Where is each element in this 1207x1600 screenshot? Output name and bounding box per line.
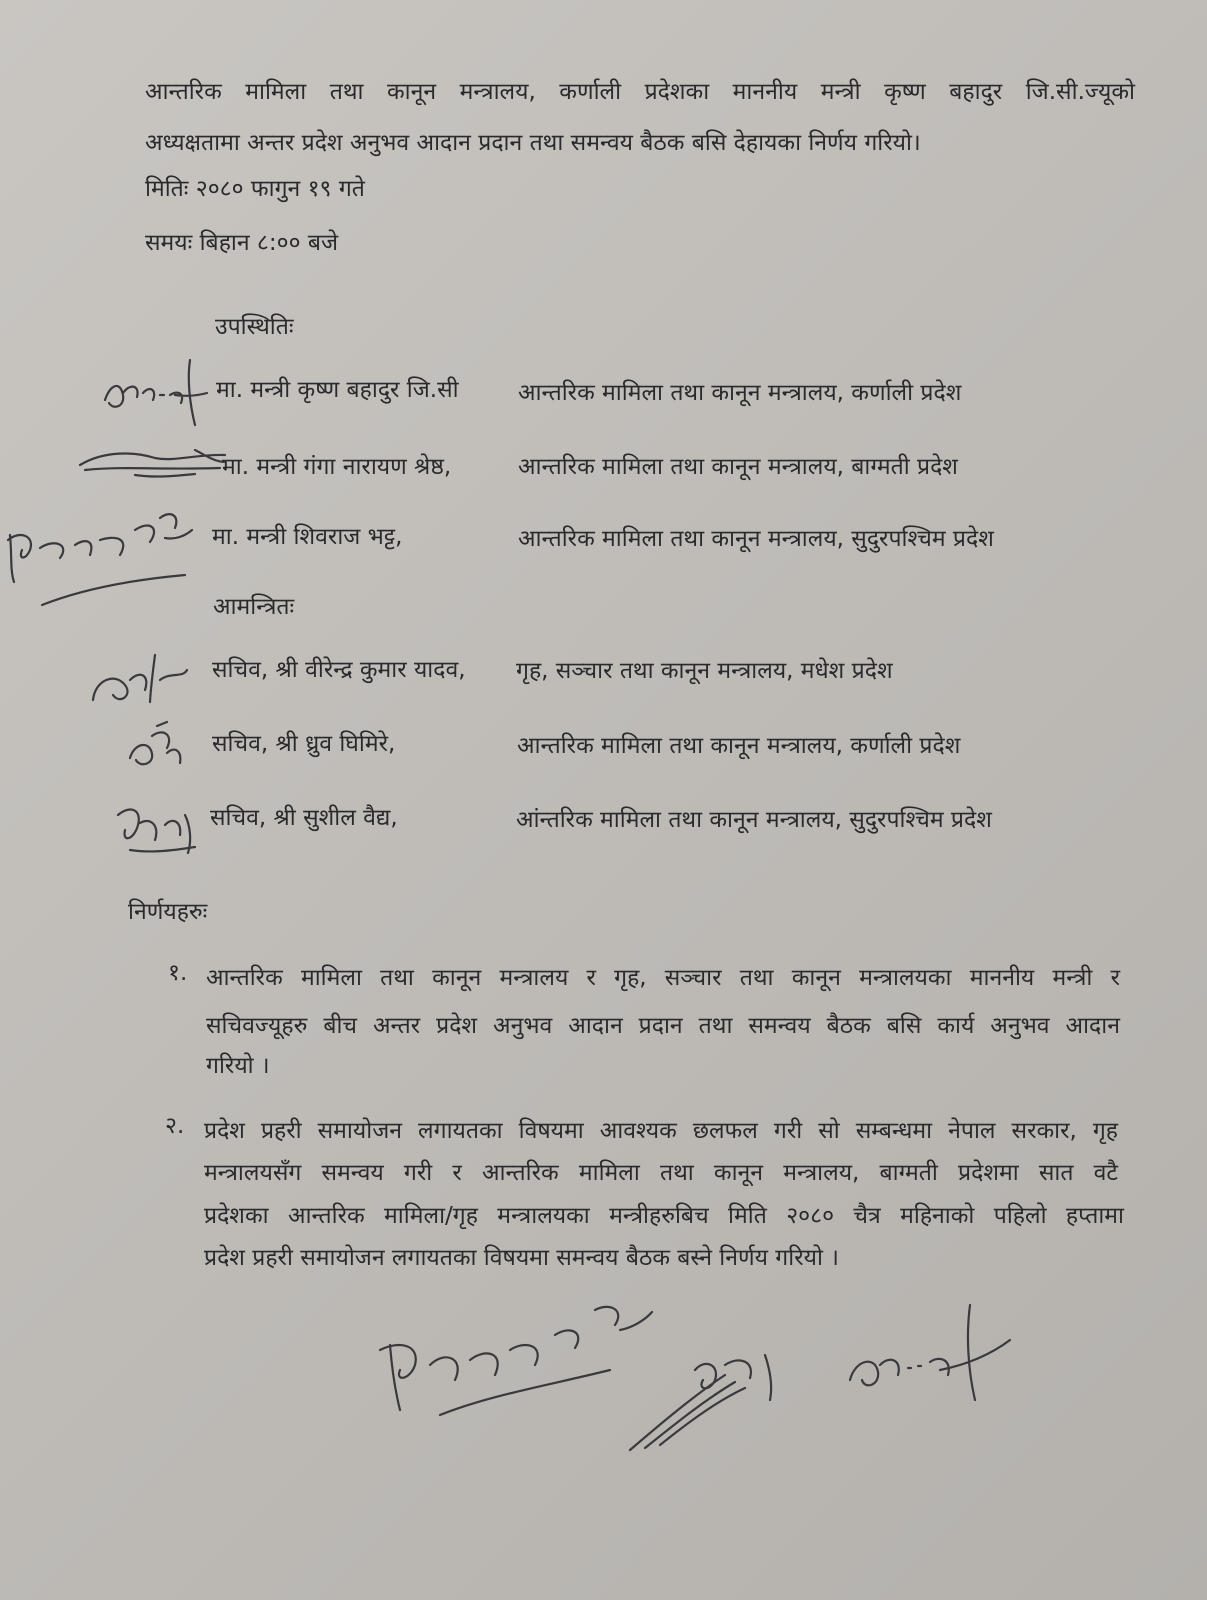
signature-bottom-middle bbox=[625, 1340, 785, 1460]
attendee-office: आन्तरिक मामिला तथा कानून मन्त्रालय, बाग्मती प्रदेश bbox=[518, 454, 958, 480]
attendee-name: मा. मन्त्री कृष्ण बहादुर जि.सी bbox=[216, 377, 459, 403]
invitee-name: सचिव, श्री वीरेन्द्र कुमार यादव, bbox=[212, 657, 466, 683]
decision-line: प्रदेशका आन्तरिक मामिला/गृह मन्त्रालयका मन्त्रीहरुबिच मिति २०८० चैत्र महिनाको पहिलो हप्तामा bbox=[204, 1203, 1124, 1229]
decision-number: १. bbox=[168, 960, 188, 986]
signature-bottom-right bbox=[840, 1300, 1020, 1410]
meeting-date: मितिः २०८० फागुन १९ गते bbox=[145, 176, 365, 202]
decision-number: २. bbox=[165, 1113, 185, 1139]
decision-line: मन्त्रालयसँग समन्वय गरी र आन्तरिक मामिला तथा कानून मन्त्रालय, बाग्मती प्रदेशमा सात वटै bbox=[204, 1160, 1118, 1186]
invited-heading: आमन्त्रितः bbox=[213, 594, 295, 620]
attendee-name: मा. मन्त्री गंगा नारायण श्रेष्ठ, bbox=[222, 454, 452, 480]
decision-line: सचिवज्यूहरु बीच अन्तर प्रदेश अनुभव आदान प्रदान तथा समन्वय बैठक बसि कार्य अनुभव आदान bbox=[206, 1013, 1120, 1039]
attendance-heading: उपस्थितिः bbox=[215, 314, 294, 340]
signature-sushil bbox=[110, 795, 205, 860]
decision-line: प्रदेश प्रहरी समायोजन लगायतका विषयमा समन्वय बैठक बस्ने निर्णय गरियो । bbox=[204, 1245, 839, 1271]
invitee-name: सचिव, श्री ध्रुव घिमिरे, bbox=[212, 731, 396, 757]
decision-line: प्रदेश प्रहरी समायोजन लगायतका विषयमा आवश्यक छलफल गरी सो सम्बन्धमा नेपाल सरकार, गृह bbox=[204, 1118, 1118, 1144]
attendee-office: आन्तरिक मामिला तथा कानून मन्त्रालय, सुदुरपश्चिम प्रदेश bbox=[518, 526, 994, 552]
signature-bottom-left bbox=[370, 1290, 660, 1430]
signature-birendra bbox=[85, 650, 195, 710]
invitee-office: आंन्तरिक मामिला तथा कानून मन्त्रालय, सुदुरपश्चिम प्रदेश bbox=[516, 807, 992, 833]
intro-line-2: अध्यक्षतामा अन्तर प्रदेश अनुभव आदान प्रदान तथा समन्वय बैठक बसि देहायका निर्णय गरियो। bbox=[145, 130, 921, 156]
invitee-name: सचिव, श्री सुशील वैद्य, bbox=[210, 805, 398, 831]
decisions-heading: निर्णयहरुः bbox=[128, 899, 208, 925]
signature-krishna bbox=[95, 355, 215, 430]
signature-dhruba bbox=[122, 718, 192, 773]
attendee-office: आन्तरिक मामिला तथा कानून मन्त्रालय, कर्णाली प्रदेश bbox=[518, 380, 962, 406]
invitee-office: गृह, सञ्चार तथा कानून मन्त्रालय, मधेश प्रदेश bbox=[516, 658, 893, 684]
meeting-time: समयः बिहान ८:०० बजे bbox=[145, 230, 339, 256]
attendee-name: मा. मन्त्री शिवराज भट्ट, bbox=[212, 524, 403, 550]
decision-line: आन्तरिक मामिला तथा कानून मन्त्रालय र गृह, सञ्चार तथा कानून मन्त्रालयका माननीय मन्त्री र bbox=[206, 965, 1120, 991]
invitee-office: आन्तरिक मामिला तथा कानून मन्त्रालय, कर्णाली प्रदेश bbox=[517, 733, 961, 759]
signature-ganga bbox=[75, 440, 235, 485]
decision-line: गरियो । bbox=[206, 1053, 270, 1079]
signature-shivaraj bbox=[0, 500, 200, 615]
intro-line-1: आन्तरिक मामिला तथा कानून मन्त्रालय, कर्णाली प्रदेशका माननीय मन्त्री कृष्ण बहादुर जि.सी.ज्यूको bbox=[145, 79, 1135, 105]
